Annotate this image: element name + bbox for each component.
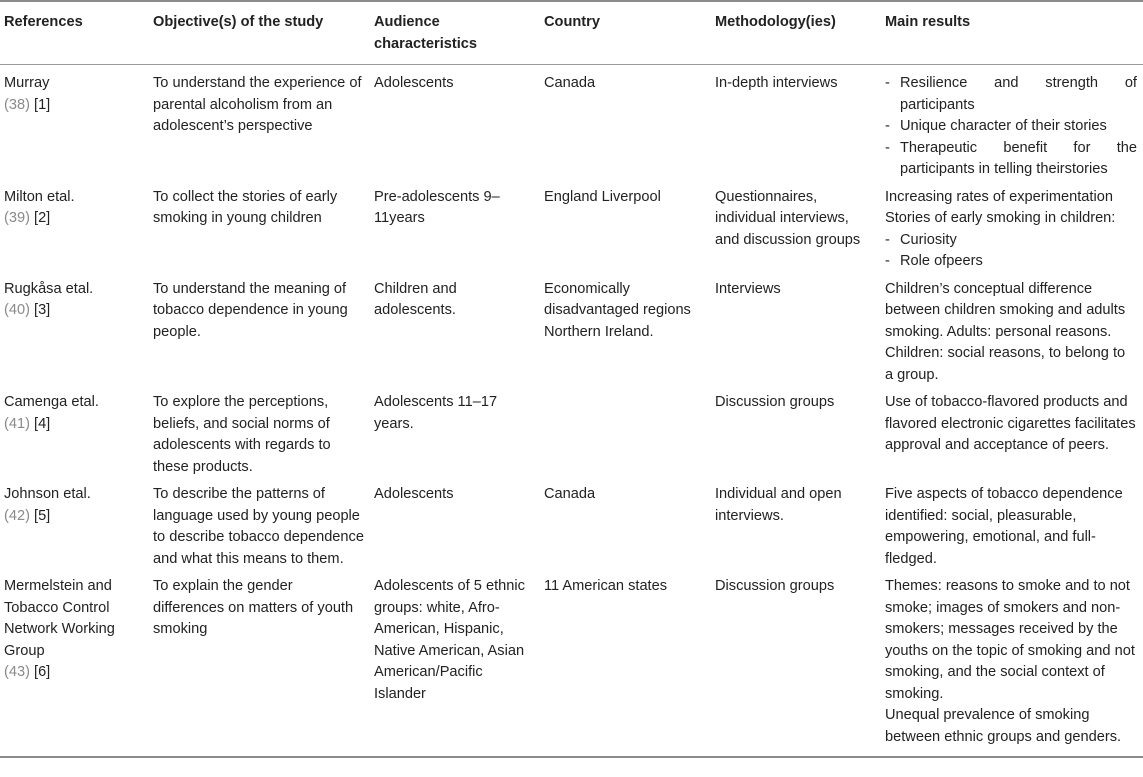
result-text: Unequal prevalence of smoking between ethnic groups and genders. (885, 707, 1122, 745)
cell-main-results (881, 65, 1143, 187)
header-main-results: Main results (881, 1, 1143, 65)
reference-citation-link[interactable]: (41) (4, 415, 30, 432)
cell-audience: Adolescents (374, 75, 454, 91)
cell-country: Canada (544, 486, 596, 502)
cell-audience: Pre-adolescents 9–11years (374, 188, 500, 226)
cell-objective: To explore the perceptions, beliefs, and social norms of adolescents with regards to these products. (153, 394, 331, 475)
reference-citation-link[interactable]: (43) (4, 664, 30, 680)
result-text: Five aspects of tobacco dependence identified: social, pleasurable, empowering, emotional, and full-fledged. (885, 486, 1123, 567)
header-references: References (0, 1, 149, 65)
reference-number: [3] (34, 302, 51, 318)
reference-citation-link[interactable]: (40) (4, 302, 30, 318)
cell-reference (0, 576, 149, 757)
cell-objective: To understand the meaning of tobacco dependence in young people. (153, 280, 348, 340)
cell-reference (0, 187, 149, 279)
cell-country: England Liverpool (544, 188, 661, 205)
reference-citation-link[interactable]: (38) (4, 96, 30, 113)
result-bullet: - Role ofpeers (885, 251, 1137, 273)
header-row (0, 1, 1143, 65)
header-methodology: Methodology(ies) (711, 1, 881, 65)
result-bullet: - Therapeutic benefit for the participants in telling theirstories (885, 138, 1137, 181)
cell-objective: To explain the gender differences on matters of youth smoking (149, 576, 370, 757)
cell-main-results (881, 392, 1143, 484)
cell-methodology: In-depth interviews (715, 75, 838, 91)
reference-author: Rugkåsa etal. (4, 280, 94, 297)
table-row (0, 576, 1143, 757)
result-text: Use of tobacco-flavored products and flavored electronic cigarettes facilitates approval and acceptance of peers. (885, 394, 1136, 453)
table-row (0, 484, 1143, 576)
cell-methodology: Interviews (715, 280, 781, 297)
result-bullet-list (885, 230, 1137, 273)
header-objectives: Objective(s) of the study (149, 1, 370, 65)
result-text: Stories of early smoking in children: (885, 210, 1116, 226)
reference-author: Mermelstein and Tobacco Control Network Working Group (4, 578, 115, 659)
reference-author: Milton etal. (4, 188, 75, 205)
cell-main-results (881, 484, 1143, 576)
reference-number: [5] (34, 507, 51, 524)
reference-author: Murray (4, 75, 50, 91)
reference-author: Johnson etal. (4, 486, 91, 502)
cell-country: Canada (544, 75, 596, 91)
reference-number: [2] (34, 210, 51, 226)
result-bullet: - Unique character of their stories (885, 116, 1137, 138)
cell-reference (0, 65, 149, 187)
result-bullet: - Curiosity (885, 230, 1137, 252)
header-country: Country (540, 1, 711, 65)
table-row (0, 65, 1143, 187)
reference-number: [4] (34, 415, 51, 432)
cell-main-results (881, 279, 1143, 393)
table-row (0, 279, 1143, 393)
result-text: Children’s conceptual difference between children smoking and adults smoking. Adults: personal reasons. (885, 280, 1126, 340)
cell-audience: Adolescents 11–17 years. (374, 394, 498, 432)
table-body (0, 65, 1143, 758)
cell-methodology: Discussion groups (711, 576, 881, 757)
reference-author: Camenga etal. (4, 394, 99, 410)
result-text: Themes: reasons to smoke and to not smoke; images of smokers and non-smokers; messages received by the youths on the topic of smoking and not smoking, and the social context of smoking. (885, 578, 1135, 702)
reference-number: [6] (34, 664, 51, 680)
reference-citation-link[interactable]: (42) (4, 507, 30, 524)
cell-country: Economically disadvantaged regions Northern Ireland. (544, 280, 691, 340)
reference-citation-link[interactable]: (39) (4, 210, 30, 226)
cell-objective: To describe the patterns of language used by young people to describe tobacco dependence and what this means to them. (153, 486, 364, 567)
table-row (0, 392, 1143, 484)
cell-audience: Children and adolescents. (374, 280, 457, 318)
result-bullet-list (885, 73, 1137, 181)
cell-methodology: Discussion groups (715, 394, 835, 410)
cell-audience: Adolescents of 5 ethnic groups: white, Afro-American, Hispanic, Native American, Asian American/Pacific Islander (370, 576, 540, 757)
cell-methodology: Questionnaires, individual interviews, and discussion groups (715, 188, 861, 248)
header-audience: Audience characteristics (370, 1, 540, 65)
cell-reference (0, 392, 149, 484)
cell-country: 11 American states (540, 576, 711, 757)
cell-methodology: Individual and open interviews. (715, 486, 842, 524)
cell-objective: To understand the experience of parental alcoholism from an adolescent’s perspective (153, 75, 362, 134)
result-text: Increasing rates of experimentation (885, 188, 1113, 205)
cell-main-results (881, 576, 1143, 757)
reference-number: [1] (34, 96, 51, 113)
cell-country (540, 392, 711, 484)
cell-reference (0, 279, 149, 393)
cell-reference (0, 484, 149, 576)
cell-audience: Adolescents (374, 486, 454, 502)
table-row (0, 187, 1143, 279)
result-text: Children: social reasons, to belong to a group. (885, 345, 1126, 383)
cell-main-results (881, 187, 1143, 279)
result-bullet: - Resilience and strength of participants (885, 73, 1137, 116)
cell-objective: To collect the stories of early smoking in young children (153, 188, 338, 226)
